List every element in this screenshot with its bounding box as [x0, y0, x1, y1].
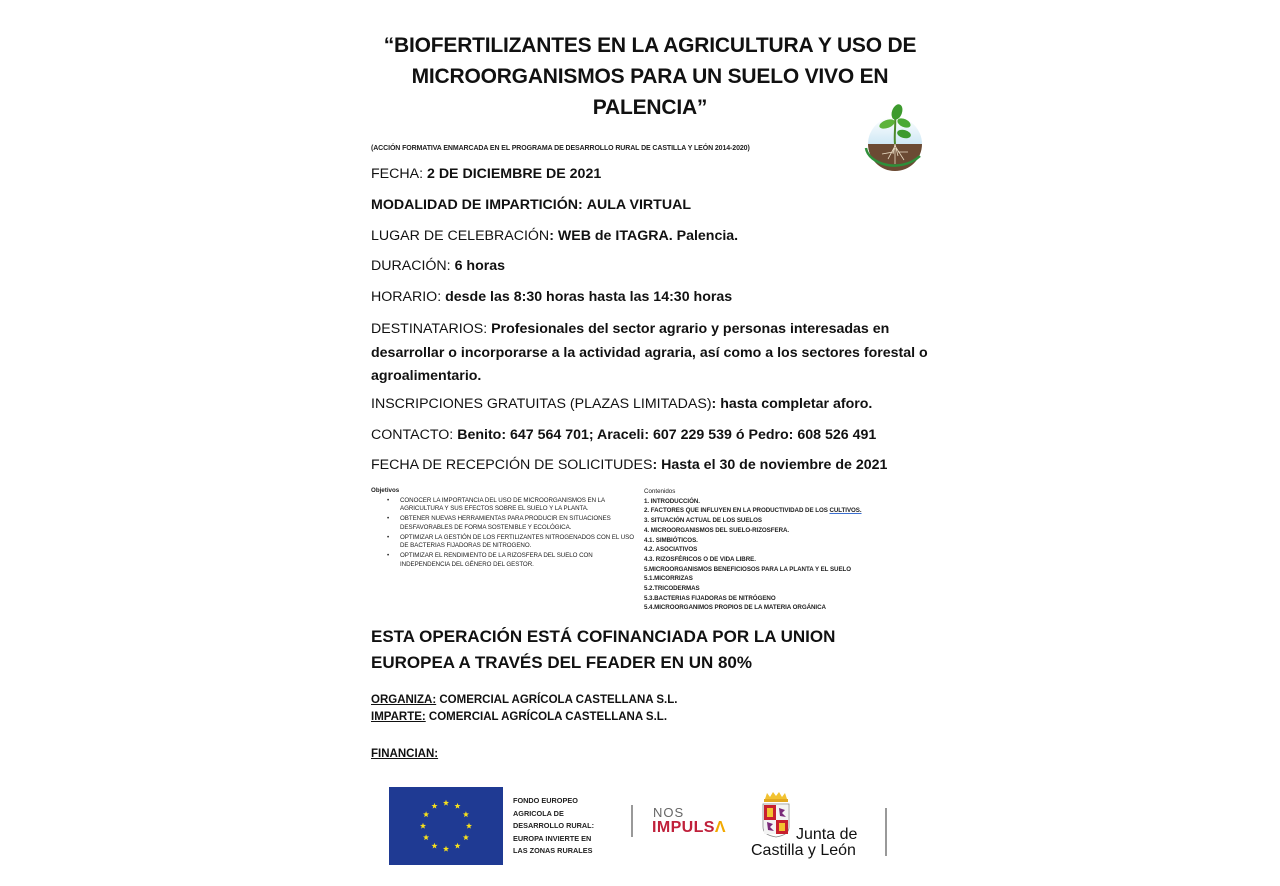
financian-heading: FINANCIAN: [371, 748, 439, 760]
eu-text-line: AGRICOLA DE [513, 808, 564, 818]
objetivo-item [371, 552, 641, 569]
impulsa-logo [652, 819, 726, 837]
modalidad-label: MODALIDAD DE IMPARTICIÓN: [371, 197, 583, 213]
objetivo-text: OBTENER NUEVAS HERRAMIENTAS PARA PRODUCIR EN SITUACIONES DESFAVORABLES DE FORMA SOSTENIBLE Y ECOLÓGICA. [400, 515, 611, 531]
imparte-label: IMPARTE: [371, 711, 426, 723]
eu-text-line: LAS ZONAS RURALES [513, 846, 593, 856]
impulsa-text: IMPULS [652, 819, 715, 836]
bullet-icon: • [387, 496, 390, 504]
lugar-value: : WEB de ITAGRA. Palencia. [549, 228, 739, 244]
contenido-item: 5.3.BACTERIAS FIJADORAS DE NITRÓGENO [644, 594, 776, 602]
logo-divider [885, 808, 887, 856]
organiza-value: COMERCIAL AGRÍCOLA CASTELLANA S.L. [436, 694, 678, 706]
nos-label: NOS [653, 805, 685, 820]
junta-line2: Castilla y León [751, 842, 856, 859]
modalidad-value: AULA VIRTUAL [586, 197, 691, 213]
info-contacto [371, 424, 876, 447]
contenidos-heading: Contenidos [644, 488, 676, 495]
contenido-item: 5.2.TRICODERMAS [644, 585, 700, 593]
cofinanciacion-notice: ESTA OPERACIÓN ESTÁ COFINANCIADA POR LA UNION EUROPEA A TRAVÉS DEL FEADER EN UN 80% [371, 627, 836, 672]
info-modalidad [371, 194, 691, 217]
info-recepcion [371, 454, 887, 477]
eu-text-line: EUROPA INVIERTE EN [513, 833, 592, 843]
objetivo-text: CONOCER LA IMPORTANCIA DEL USO DE MICROORGANISMOS EN LA AGRICULTURA Y SUS EFECTOS SOBRE EL SUELO Y LA PLANTA. [400, 496, 605, 513]
objetivo-item [371, 497, 641, 514]
inscripciones-value: : hasta completar aforo. [711, 396, 873, 412]
plant-soil-icon [860, 104, 930, 180]
duracion-value: 6 horas [454, 258, 506, 274]
contenido-item: 4.3. RIZOSFÉRICOS O DE VIDA LIBRE. [644, 555, 756, 563]
contacto-value: Benito: 647 564 701; Araceli: 607 229 539 ó Pedro: 608 526 491 [457, 427, 877, 443]
contenido-item: 4.2. ASOCIATIVOS [644, 546, 698, 554]
fecha-value: 2 DE DICIEMBRE DE 2021 [426, 166, 602, 182]
organiza-line [371, 694, 677, 706]
logo-divider [631, 805, 633, 837]
organiza-label: ORGANIZA: [371, 694, 437, 706]
inscripciones-label: INSCRIPCIONES GRATUITAS (PLAZAS LIMITADAS) [371, 396, 712, 412]
objetivo-text: OPTIMIZAR EL RENDIMIENTO DE LA RIZOSFERA DEL SUELO CON INDEPENDENCIA DEL GÉNERO DEL GESTOR. [400, 552, 593, 568]
eu-text-line: DESARROLLO RURAL: [513, 821, 595, 831]
contenido-item: 4. MICROORGANISMOS DEL SUELO-RIZOSFERA. [644, 526, 790, 534]
objetivo-text: OPTIMIZAR LA GESTIÓN DE LOS FERTILIZANTES NITROGENADOS CON EL USO DE BACTERIAS FIJADORAS DE NITROGENO. [400, 533, 634, 550]
fecha-label: FECHA: [371, 166, 424, 182]
recepcion-value: : Hasta el 30 de noviembre de 2021 [652, 457, 888, 473]
objetivo-item [371, 515, 641, 532]
junta-line1: Junta de [796, 826, 858, 843]
contenido-item: 1. INTRODUCCIÓN. [644, 497, 700, 505]
imparte-line [371, 711, 667, 723]
objetivos-section [371, 487, 641, 571]
info-fecha [371, 163, 601, 186]
contenido-item: 5.1.MICORRIZAS [644, 575, 693, 583]
horario-label: HORARIO: [371, 289, 442, 305]
contenido-text: 2. FACTORES QUE INFLUYEN EN LA PRODUCTIVIDAD DE LOS [644, 507, 830, 515]
imparte-value: COMERCIAL AGRÍCOLA CASTELLANA S.L. [425, 711, 668, 723]
bullet-icon: • [387, 533, 390, 541]
contenido-underlined: CULTIVOS. [829, 507, 862, 515]
info-duracion [371, 255, 505, 278]
eu-flag-icon [389, 787, 503, 865]
duracion-label: DURACIÓN: [371, 258, 451, 274]
contenido-item: 4.1. SIMBIÓTICOS. [644, 536, 698, 544]
contenido-item [644, 506, 894, 516]
destinatarios-value: Profesionales del sector agrario y personas interesadas en desarrollar o incorporarse a la actividad agraria, así como a los sectores forestal o agroalimentario. [371, 321, 928, 384]
horario-value: desde las 8:30 horas hasta las 14:30 horas [445, 289, 733, 305]
castilla-leon-shield-icon [759, 791, 793, 847]
bullet-icon: • [387, 515, 390, 523]
objetivos-list [371, 497, 641, 570]
info-horario [371, 286, 732, 309]
eu-text-line: FONDO EUROPEO [513, 796, 578, 805]
contacto-label: CONTACTO: [371, 427, 454, 443]
impulsa-a-glyph: Λ [714, 819, 726, 836]
contenidos-section [644, 487, 894, 613]
destinatarios-label: DESTINATARIOS: [371, 321, 488, 337]
objetivos-heading: Objetivos [371, 487, 400, 494]
info-inscripciones [371, 393, 872, 416]
program-subtitle: (ACCIÓN FORMATIVA ENMARCADA EN EL PROGRAMA DE DESARROLLO RURAL DE CASTILLA Y LEÓN 2014-2020) [371, 145, 750, 152]
page-title: “BIOFERTILIZANTES EN LA AGRICULTURA Y USO DE MICROORGANISMOS PARA UN SUELO VIVO EN PALENCIA” [383, 34, 917, 119]
contenido-item: 3. SITUACIÓN ACTUAL DE LOS SUELOS [644, 517, 762, 525]
recepcion-label: FECHA DE RECEPCIÓN DE SOLICITUDES [371, 457, 653, 473]
objetivo-item [371, 534, 641, 551]
info-destinatarios [371, 318, 931, 389]
info-lugar [371, 225, 738, 248]
bullet-icon: • [387, 552, 390, 560]
contenido-item: 5.MICROORGANISMOS BENEFICIOSOS PARA LA PLANTA Y EL SUELO [644, 565, 852, 573]
eu-fund-text [513, 795, 594, 858]
lugar-label: LUGAR DE CELEBRACIÓN [371, 228, 550, 244]
contenido-item: 5.4.MICROORGANIMOS PROPIOS DE LA MATERIA ORGÁNICA [644, 604, 826, 612]
